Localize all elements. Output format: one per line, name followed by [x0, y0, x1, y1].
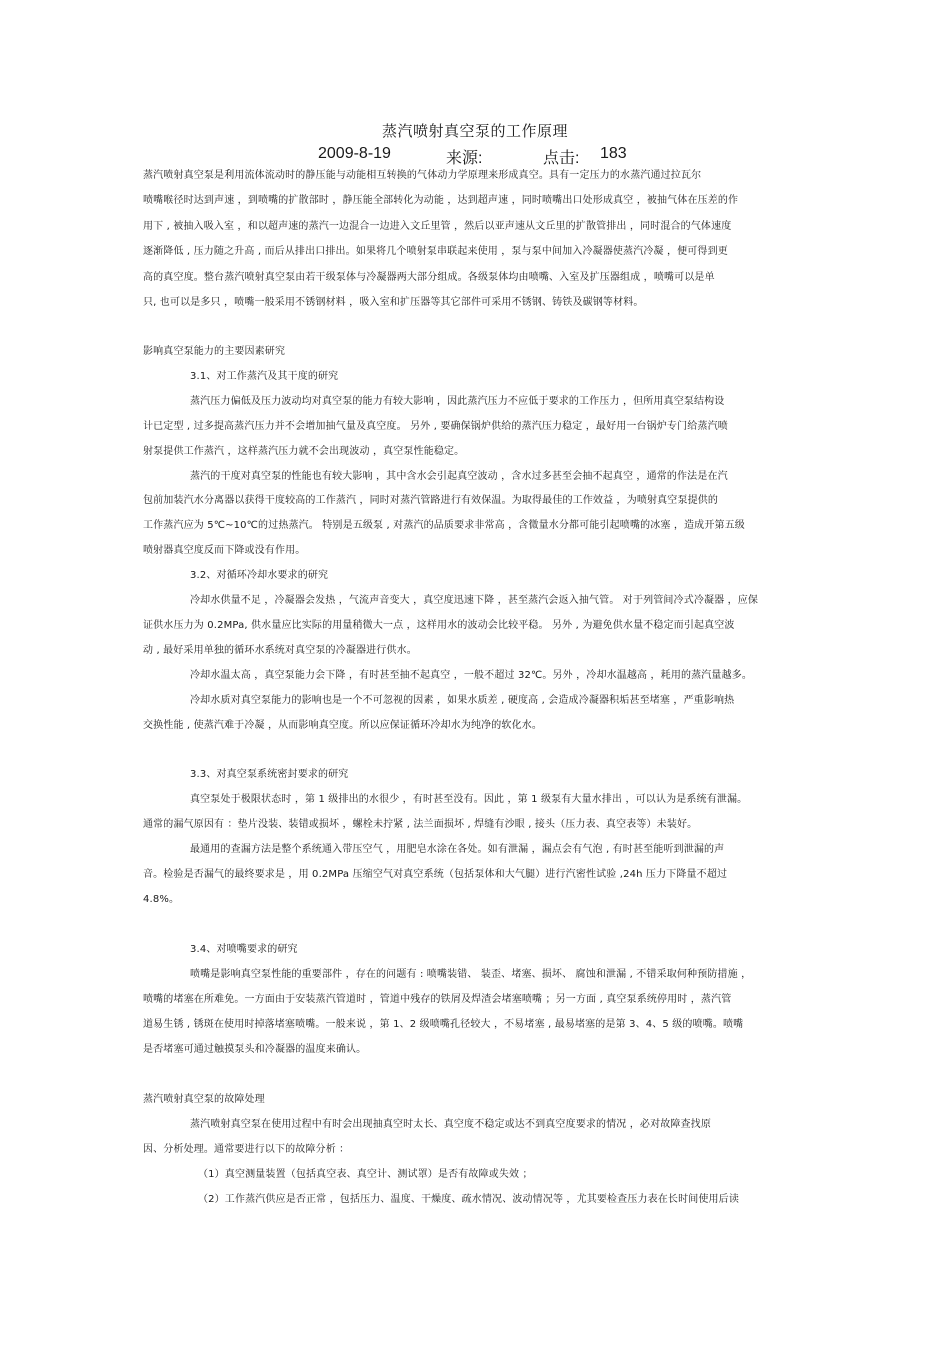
publish-date: 2009-8-19: [318, 145, 391, 162]
text-line: 射泵提供工作蒸汽 ，这样蒸汽压力就不会出现波动 ，真空泵性能稳定。: [143, 446, 465, 457]
text-line: 道易生锈 , 锈斑在使用时掉落堵塞喷嘴。一般来说 ，第 1、2 级喷嘴孔径较大 ，不易堵塞 , 最易堵塞的是第 3、4、5 级的喷嘴。喷嘴: [143, 1019, 744, 1030]
text-line: 高的真空度。整台蒸汽喷射真空泵由若干级泵体与冷凝器两大部分组成。各级泵体均由喷嘴、入室及扩压器组成 ，喷嘴可以是单: [143, 272, 715, 283]
text-line: 用下 , 被抽入吸入室 ，和以超声速的蒸汽一边混合一边进入文丘里管 ，然后以亚声速从文丘里的扩散管排出 ，同时混合的气体速度: [143, 221, 732, 232]
source-label: 来源:: [446, 150, 483, 167]
text-line: 蒸汽压力偏低及压力波动均对真空泵的能力有较大影响 ，因此蒸汽压力不应低于要求的工作压力 ，但所用真空泵结构设: [190, 396, 725, 407]
document-title: 蒸汽喷射真空泵的工作原理: [381, 122, 568, 140]
text-line: 只, 也可以是多只 ，喷嘴一般采用不锈钢材料 ，吸入室和扩压器等其它部件可采用不锈钢、铸铁及碳钢等材料。: [143, 297, 644, 308]
text-line: 包前加装汽水分离器以获得干度较高的工作蒸汽 ，同时对蒸汽管路进行有效保温。为取得最佳的工作效益 ，为喷射真空泵提供的: [143, 495, 719, 506]
text-line: 喷嘴的堵塞在所难免。一方面由于安装蒸汽管道时 ，管道中残存的铁屑及焊渣会堵塞喷嘴 ；另一方面 , 真空泵系统停用时 ，蒸汽管: [143, 994, 732, 1005]
text-line: 工作蒸汽应为 5℃~10℃的过热蒸汽。 特别是五级泵 , 对蒸汽的品质要求非常高 ，含微量水分都可能引起喷嘴的冰塞 ，造成开第五级: [143, 520, 745, 531]
text-line: 交换性能 , 使蒸汽难于冷凝 ，从而影响真空度。所以应保证循环冷却水为纯净的软化水。: [143, 720, 543, 731]
text-line: 蒸汽的干度对真空泵的性能也有较大影响 ，其中含水会引起真空波动 ，含水过多甚至会抽不起真空 ，通常的作法是在汽: [190, 471, 728, 482]
text-line: 最通用的查漏方法是整个系统通入带压空气 ，用肥皂水涂在各处。如有泄漏 ，漏点会有气泡 , 有时甚至能听到泄漏的声: [190, 844, 725, 855]
text-line: 冷却水质对真空泵能力的影响也是一个不可忽视的因素 ，如果水质差 , 硬度高 , 会造成冷凝器积垢甚至堵塞 ，严重影响热: [190, 695, 735, 706]
subsection-heading: 3.1、对工作蒸汽及其干度的研究: [190, 371, 339, 382]
article-meta: [0, 145, 950, 167]
subsection-heading: 3.2、对循环冷却水要求的研究: [190, 570, 329, 581]
text-line: 喷嘴是影响真空泵性能的重要部件 ，存在的问题有 : 喷嘴装错、 装歪、堵塞、损坏、 腐蚀和泄漏 , 不错采取何种预防措施 ，: [190, 969, 752, 980]
text-line: 通常的漏气原因有 ：垫片没装、装错或损坏 ，螺栓未拧紧 , 法兰面损坏 , 焊缝有沙眼 , 接头（压力表、真空表等）未装好。: [143, 819, 698, 830]
list-item: （2）工作蒸汽供应是否正常 ，包括压力、温度、干燥度、疏水情况、波动情况等 ，尤其要检查压力表在长时间使用后读: [198, 1194, 739, 1205]
text-line: 动 , 最好采用单独的循环水系统对真空泵的冷凝器进行供水。: [143, 645, 417, 656]
text-line: 真空泵处于极限状态时 ，第 1 级排出的水很少 ，有时甚至没有。因此 ，第 1 级泵有大量水排出 ，可以认为是系统有泄漏。: [190, 794, 748, 805]
text-line: 冷却水温太高 ，真空泵能力会下降 ，有时甚至抽不起真空 ，一般不超过 32℃。另外 ，冷却水温越高 ，耗用的蒸汽量越多。: [190, 670, 753, 681]
text-line: 喷嘴喉径时达到声速 ，到喷嘴的扩散部时 ，静压能全部转化为动能 ，达到超声速 ，同时喷嘴出口处形成真空 ，被抽气体在压差的作: [143, 195, 739, 206]
text-line: 喷射器真空度反而下降或没有作用。: [143, 545, 306, 556]
text-line: 逐渐降低 , 压力随之升高 , 而后从排出口排出。如果将几个喷射泵串联起来使用 ，泵与泵中间加入冷凝器使蒸汽冷凝 ，便可得到更: [143, 246, 728, 257]
list-item: （1）真空测量装置（包括真空表、真空计、测试罩）是否有故障或失效 ；: [198, 1169, 533, 1180]
subsection-heading: 3.3、对真空泵系统密封要求的研究: [190, 769, 349, 780]
section-heading: 蒸汽喷射真空泵的故障处理: [143, 1094, 265, 1105]
text-line: 证供水压力为 0.2MPa, 供水量应比实际的用量稍微大一点 ，这样用水的波动会比较平稳。 另外 , 为避免供水量不稳定而引起真空波: [143, 620, 735, 631]
text-line: 4.8%。: [143, 894, 180, 905]
text-line: 音。检验是否漏气的最终要求是 ，用 0.2MPa 压缩空气对真空系统（包括泵体和大气腿）进行汽密性试验 ,24h 压力下降量不超过: [143, 869, 728, 880]
subsection-heading: 3.4、对喷嘴要求的研究: [190, 944, 298, 955]
text-line: 计已定型 , 过多提高蒸汽压力并不会增加抽气量及真空度。 另外 , 要确保锅炉供给的蒸汽压力稳定 ，最好用一台锅炉专门给蒸汽喷: [143, 421, 728, 432]
text-line: 因、分析处理。通常要进行以下的故障分析 ：: [143, 1144, 350, 1155]
text-line: 蒸汽喷射真空泵是利用流体流动时的静压能与动能相互转换的气体动力学原理来形成真空。具有一定压力的水蒸汽通过拉瓦尔: [143, 170, 702, 181]
text-line: 冷却水供量不足 ，冷凝器会发热 ，气流声音变大 ，真空度迅速下降 ，甚至蒸汽会返入抽气管。 对于列管间冷式冷凝器 ，应保: [190, 595, 759, 606]
text-line: 蒸汽喷射真空泵在使用过程中有时会出现抽真空时太长、真空度不稳定或达不到真空度要求的情况 ，必对故障查找原: [190, 1119, 711, 1130]
section-heading: 影响真空泵能力的主要因素研究: [143, 346, 286, 357]
text-line: 是否堵塞可通过触摸泵头和冷凝器的温度来确认。: [143, 1044, 367, 1055]
clicks-value: 183: [600, 145, 627, 162]
clicks-label: 点击:: [543, 150, 580, 167]
